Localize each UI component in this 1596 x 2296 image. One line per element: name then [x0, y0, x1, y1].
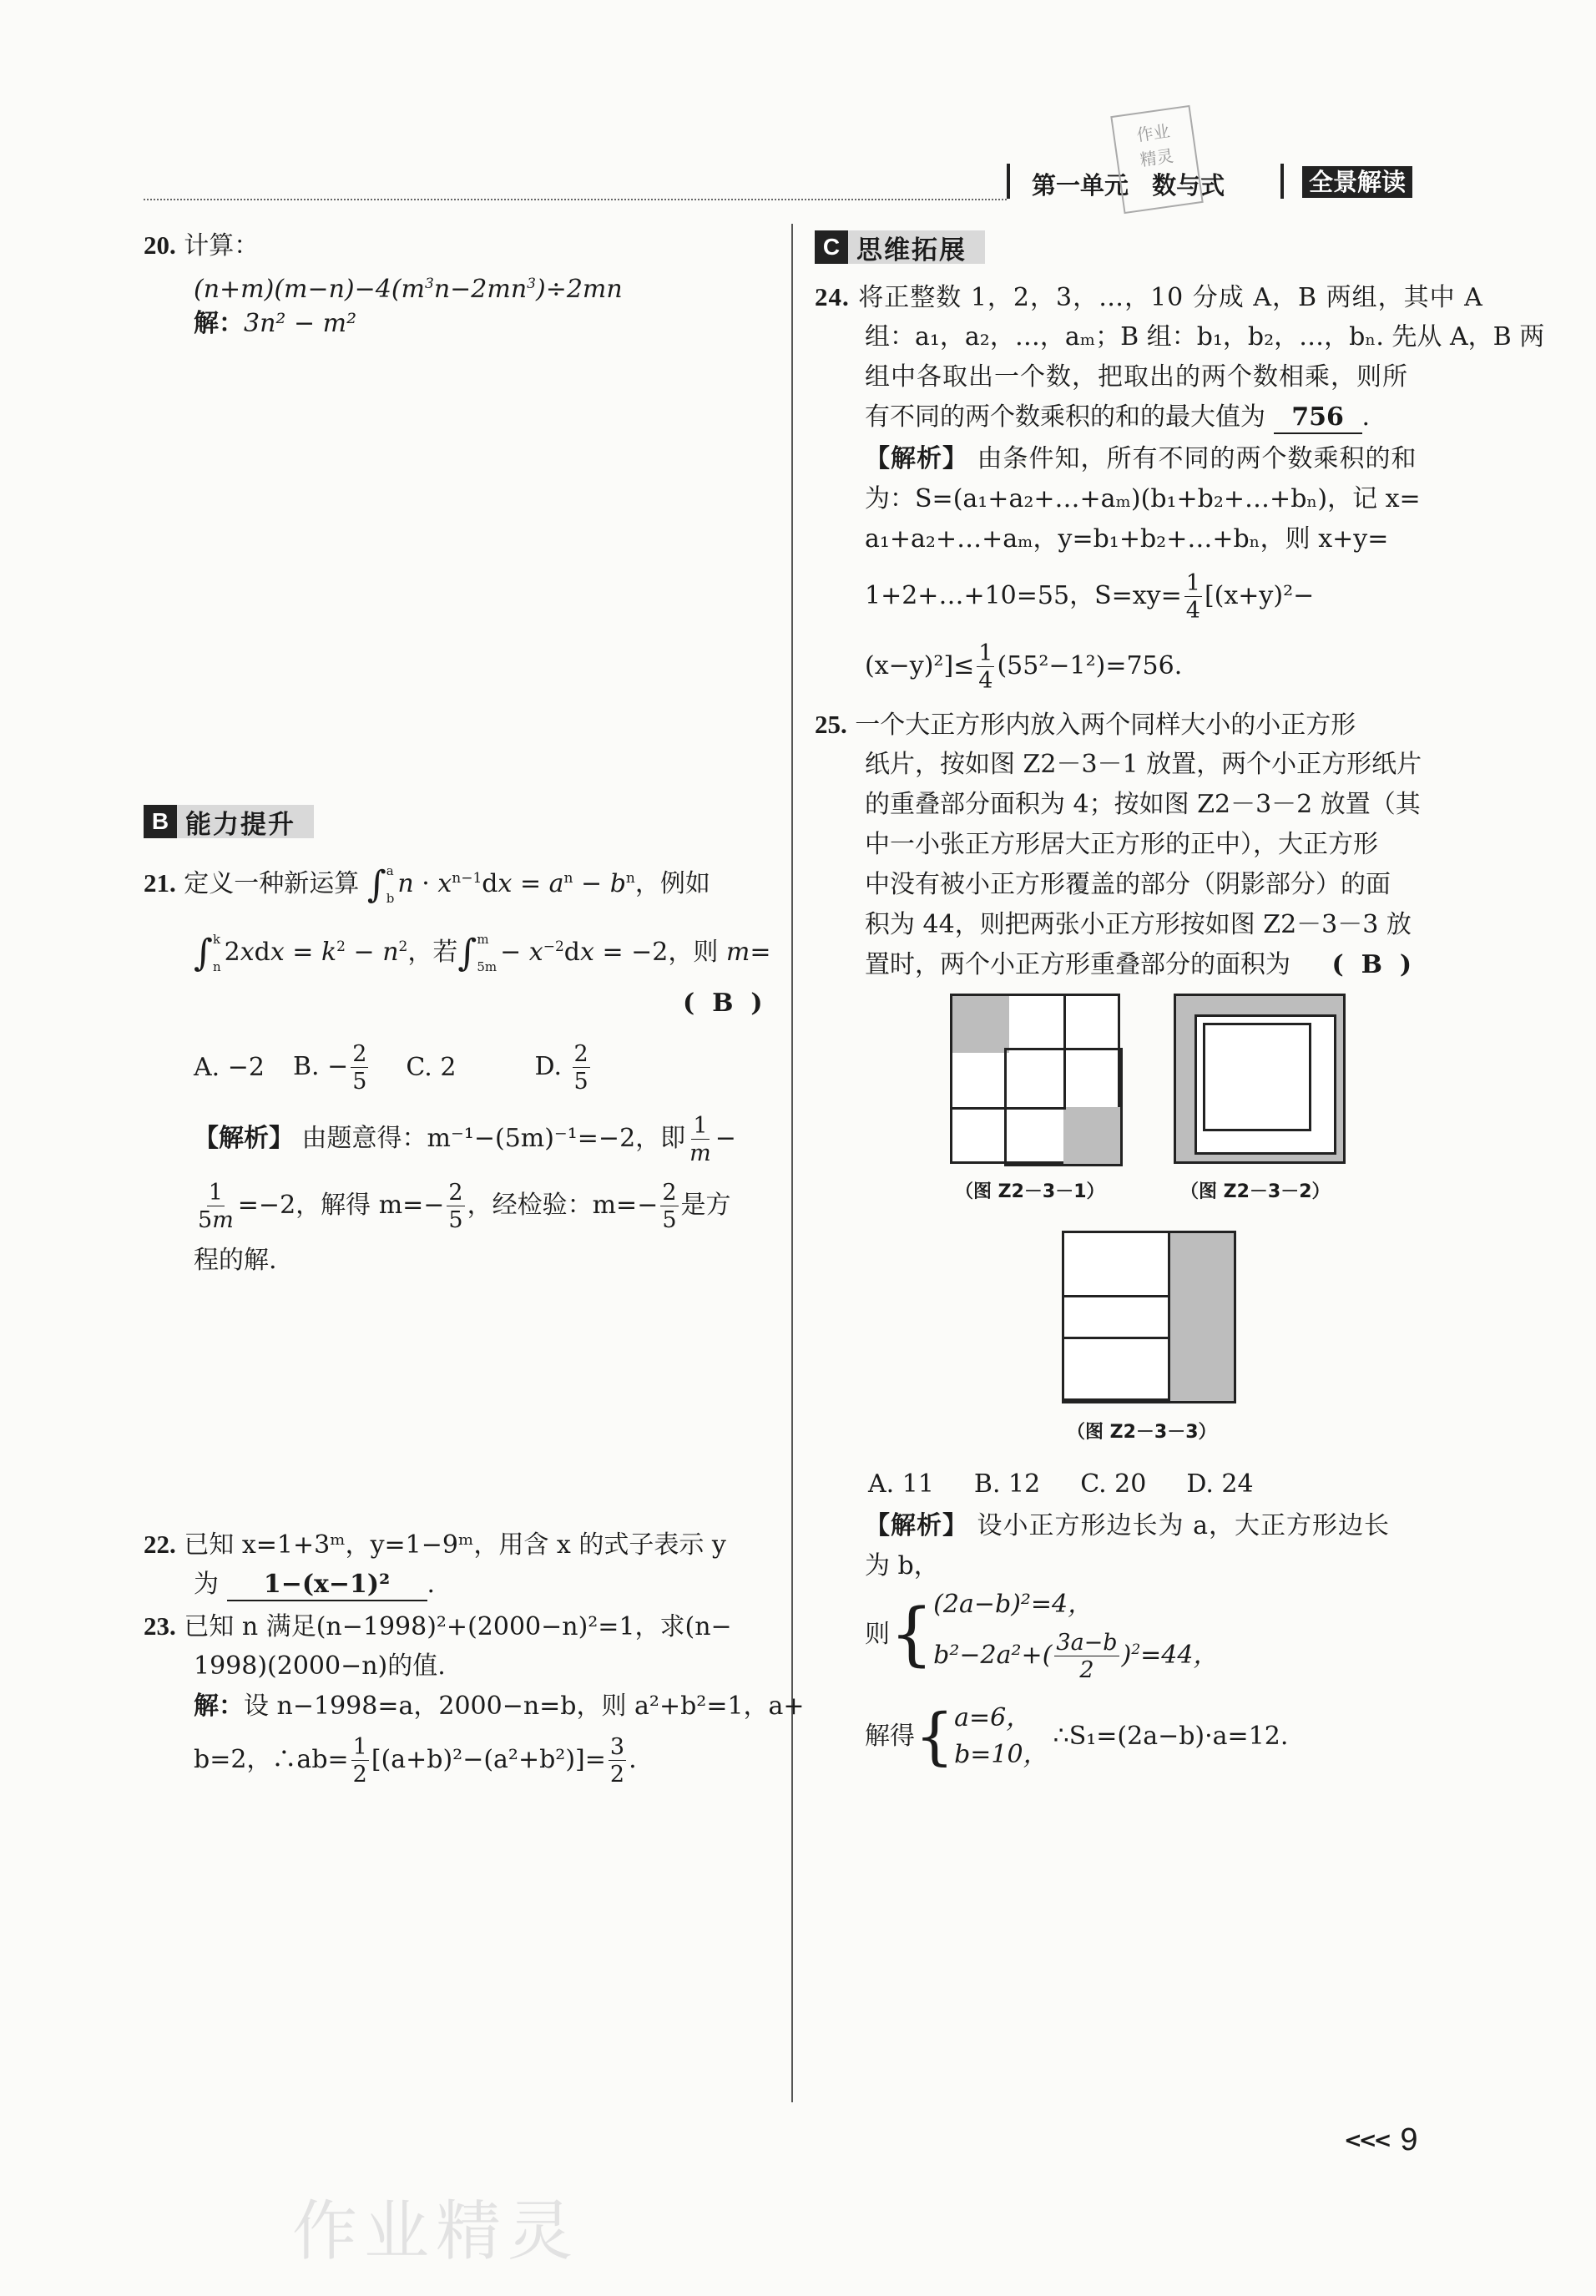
q20-answer: 3n² − m² — [244, 309, 357, 338]
fig1-small-square-b — [1004, 1048, 1123, 1166]
q25-option-a: A. 11 — [868, 1469, 934, 1499]
header-dotted-rule — [144, 199, 1007, 200]
section-c-title: 思维拓展 — [848, 230, 985, 264]
q22-text2: 为 — [194, 1570, 219, 1599]
q25-result: ∴S₁=(2a−b)·a=12. — [1053, 1722, 1289, 1751]
q21-text1b: 例如 — [659, 869, 710, 898]
fig3-caption-text: （图 Z2－3－3） — [1067, 1422, 1217, 1443]
q25-option-b: B. 12 — [973, 1469, 1041, 1499]
q24-analysis-5: (x−y)²]≤ $\frac{1}{4}$ (55²−1²)=756. — [865, 640, 1183, 694]
q25-system-equations: 则 { (2a−b)²=4， b²−2a²+( $\frac{3a-b}{2}$ )$^2$=44， — [865, 1586, 1218, 1682]
header-bar-left — [1007, 164, 1010, 199]
fig3-caption — [1067, 1418, 1217, 1444]
q25-option-c: C. 20 — [1080, 1469, 1147, 1499]
fig2-caption-text: （图 Z2－3－2） — [1180, 1181, 1331, 1202]
q25-text6: 积为 44，则把两张小正方形按如图 Z2－3－3 放 — [865, 910, 1412, 939]
header-badge — [1302, 164, 1412, 198]
integral-sign-2: ∫ — [194, 932, 213, 974]
q24-line3 — [865, 359, 1408, 396]
q25-line3 — [865, 786, 1421, 823]
fig3-shaded-right — [1168, 1231, 1236, 1403]
q20-prompt: 计算： — [184, 231, 260, 260]
fig3-small-square-bottom — [1062, 1337, 1170, 1403]
figure-z2-3-2 — [1174, 994, 1346, 1164]
q24-analysis-text3: a₁+a₂+…+aₘ，y=b₁+b₂+…+bₙ，则 x+y= — [865, 524, 1389, 554]
q21-text2c: 则 — [693, 938, 719, 967]
q25-analysis-1 — [865, 1508, 1390, 1545]
fig1-caption — [955, 1177, 1105, 1203]
stamp-line1: 作业 — [1135, 120, 1172, 145]
q22-line1 — [144, 1526, 726, 1564]
q21-line2: ∫ k n $2xdx = k^2 - n^2$，若∫ m 5m − $x^{-2}dx = -2$，则 m= — [194, 932, 771, 974]
q25-text7: 置时，两个小正方形重叠部分的面积为 — [865, 950, 1290, 979]
fig3-middle-line — [1062, 1295, 1170, 1339]
fig1-caption-text: （图 Z2－3－1） — [955, 1181, 1105, 1202]
brace-icon: { — [890, 1594, 934, 1674]
q24-analysis-text5a: (x−y)²]≤ — [865, 651, 975, 680]
q24-answer: 756 — [1274, 402, 1362, 434]
q25-eq2b: =44， — [1140, 1641, 1219, 1670]
q21-analysis-text2b: ，经检验：m=− — [467, 1191, 659, 1220]
q23-line1 — [144, 1608, 732, 1646]
q23-sol-text2a: b=2，∴ab= — [194, 1745, 349, 1774]
section-b-letter: B — [144, 805, 177, 838]
q22-text1: 已知 x=1+3ᵐ，y=1−9ᵐ，用含 x 的式子表示 y — [184, 1530, 726, 1560]
q20-expression: $(n+m)(m-n)-4(m^3n-2mn^3)\div 2mn$ — [194, 275, 623, 304]
q23-sol-1 — [194, 1688, 805, 1725]
watermark — [292, 2179, 579, 2273]
q24-end: . — [1361, 402, 1371, 432]
q25-eq1: (2a−b)²=4， — [933, 1590, 1093, 1619]
q21-option-d: D. $\frac{2}{5}$ — [534, 1041, 588, 1095]
figure-z2-3-3 — [1062, 1231, 1234, 1401]
q25-option-d: D. 24 — [1186, 1469, 1254, 1499]
q21-option-a: A. −2 — [194, 1052, 265, 1082]
q20-solution-label: 解： — [194, 309, 244, 338]
section-b-title: 能力提升 — [177, 805, 314, 838]
q21-number: 21. — [144, 868, 176, 898]
header-unit-text: 第一单元 — [1032, 171, 1129, 200]
stamp-logo — [1110, 105, 1203, 214]
q24-number: 24. — [815, 282, 850, 311]
q25-analysis-label: 【解析】 — [865, 1511, 968, 1540]
q24-analysis-text5b: (55²−1²)=756. — [997, 651, 1183, 680]
q22-answer: 1−(x−1)² — [227, 1570, 427, 1601]
section-b-header — [144, 803, 314, 840]
column-divider — [791, 224, 793, 2102]
q24-line1 — [815, 279, 1483, 316]
q25-analysis-2 — [865, 1548, 939, 1585]
figure-z2-3-1 — [950, 994, 1120, 1164]
q24-line2 — [865, 319, 1544, 356]
q21-analysis-text2a: =−2，解得 m=− — [237, 1191, 445, 1220]
q21-analysis-2: $\frac{1}{5m}$ =−2，解得 m=− $\frac{2}{5}$ ，经检验：m=− $\frac{2}{5}$ 是方 — [198, 1180, 731, 1233]
q24-analysis-3 — [865, 521, 1388, 558]
q23-text2: 1998)(2000−n)的值. — [194, 1651, 446, 1681]
q21-analysis-1: 【解析】 由题意得：m⁻¹−(5m)⁻¹=−2，即 $\frac{1}{m}$ − — [194, 1113, 736, 1166]
q25-line5 — [865, 867, 1391, 903]
page-arrows-icon: <<< — [1344, 2127, 1389, 2153]
q24-analysis-text1: 由条件知，所有不同的两个数乘积的和 — [977, 444, 1417, 473]
header-badge-text: 全景解读 — [1302, 166, 1412, 198]
section-c-header — [815, 229, 985, 266]
q23-sol-text2c: . — [629, 1745, 637, 1774]
q25-text1: 一个大正方形内放入两个同样大小的小正方形 — [855, 711, 1356, 740]
q25-res1: a=6， — [954, 1703, 1032, 1732]
fig3-small-square-top — [1062, 1231, 1170, 1297]
brace-icon: { — [915, 1701, 955, 1773]
q24-analysis-label: 【解析】 — [865, 444, 968, 473]
q21-analysis-text1: 由题意得：m⁻¹−(5m)⁻¹=−2，即 — [301, 1124, 686, 1153]
q25-line7 — [865, 947, 1412, 984]
q25-line4 — [865, 827, 1378, 863]
q21-choice: ( B ) — [683, 989, 763, 1018]
header-topic: 数与式 — [1152, 171, 1225, 200]
q21-option-c: C. 2 — [406, 1052, 457, 1082]
q21-choice-letter: B — [712, 989, 734, 1018]
q23-sol-2: b=2，∴ab= $\frac{1}{2}$ [(a+b)²−(a²+b²)]= $\frac{3}{2}$ . — [194, 1734, 637, 1788]
page-number: 9 — [1400, 2122, 1418, 2157]
q25-solve: 解得 — [865, 1722, 915, 1751]
q25-analysis-text2: 为 b， — [865, 1551, 939, 1580]
q24-analysis-1 — [865, 441, 1417, 478]
q21-analysis-3 — [194, 1242, 277, 1279]
q24-analysis-2 — [865, 481, 1421, 518]
q20-title — [144, 227, 259, 265]
q25-line6 — [865, 907, 1412, 943]
q24-analysis-4: 1+2+…+10=55，S=xy= $\frac{1}{4}$ [(x+y)²− — [865, 570, 1315, 624]
q21-options — [194, 1042, 593, 1093]
q21-text1: 定义一种新运算 — [184, 869, 360, 898]
q21-text2b: 若 — [432, 938, 458, 967]
q25-choice: ( B ) — [1331, 950, 1412, 979]
q21-analysis-text3: 程的解. — [194, 1246, 277, 1275]
q24-line4 — [865, 399, 1370, 436]
q20-solution — [194, 306, 356, 342]
fig2-caption — [1180, 1177, 1331, 1203]
section-c-letter: C — [815, 230, 848, 264]
q25-solution-system — [865, 1700, 1288, 1773]
q22-line2 — [194, 1566, 435, 1603]
q20-number: 20. — [144, 230, 176, 260]
q25-text5: 中没有被小正方形覆盖的部分（阴影部分）的面 — [865, 870, 1391, 899]
q25-res2: b=10， — [954, 1740, 1048, 1769]
integral-limits-2: k n — [212, 932, 221, 974]
q22-number: 22. — [144, 1530, 176, 1559]
q21-line1: 21. 定义一种新运算 ∫ a b $n \cdot x^{n-1}dx = a^n - b^n$，例如 — [144, 863, 710, 906]
page-footer — [1344, 2122, 1418, 2158]
q24-analysis-text2: 为：S=(a₁+a₂+…+aₘ)(b₁+b₂+…+bₙ)，记 x= — [865, 484, 1421, 513]
q25-number: 25. — [815, 710, 847, 739]
q23-text1: 已知 n 满足(n−1998)²+(2000−n)²=1，求(n− — [184, 1612, 732, 1641]
q25-line2 — [865, 746, 1422, 783]
q24-text4: 有不同的两个数乘积的和的最大值为 — [865, 402, 1265, 432]
q25-then: 则 — [865, 1619, 890, 1649]
q22-end: . — [427, 1570, 436, 1599]
integral-limits-3: m 5m — [477, 932, 497, 974]
q25-analysis-text1: 设小正方形边长为 a，大正方形边长 — [977, 1511, 1390, 1540]
q23-sol-text2b: [(a+b)²−(a²+b²)]= — [371, 1745, 606, 1774]
integral-sign-1: ∫ — [366, 863, 386, 906]
q24-analysis-text4a: 1+2+…+10=55，S=xy= — [865, 581, 1182, 610]
integral-sign-3: ∫ — [457, 932, 477, 974]
q24-text2: 组：a₁，a₂，…，aₘ；B 组：b₁，b₂，…，bₙ. 先从 A，B 两 — [865, 322, 1545, 351]
q23-sol-text1: 设 n−1998=a，2000−n=b，则 a²+b²=1，a+ — [244, 1692, 805, 1721]
watermark-text: 作业精灵 — [292, 2194, 580, 2269]
q21-option-b: B. − $\frac{2}{5}$ — [292, 1041, 367, 1095]
q24-analysis-text4b: [(x+y)²− — [1204, 581, 1315, 610]
q25-text2: 纸片，按如图 Z2－3－1 放置，两个小正方形纸片 — [865, 750, 1422, 779]
header-bar-right — [1280, 164, 1284, 199]
q25-text3: 的重叠部分面积为 4；按如图 Z2－3－2 放置（其 — [865, 790, 1421, 819]
q21-analysis-text2c: 是方 — [680, 1191, 731, 1220]
q25-choice-letter: B — [1361, 950, 1382, 979]
stamp-line2: 精灵 — [1139, 145, 1175, 170]
q24-text1: 将正整数 1，2，3，…，10 分成 A，B 两组，其中 A — [858, 283, 1483, 312]
q23-sol-label: 解： — [194, 1692, 244, 1721]
q25-text4: 中一小张正方形居大正方形的正中），大正方形 — [865, 830, 1378, 859]
q25-eq2a: b²−2a²+ — [933, 1641, 1043, 1670]
q23-line2 — [194, 1648, 446, 1685]
fig2-small-square-b — [1203, 1023, 1311, 1131]
q25-options — [868, 1466, 1254, 1503]
q23-number: 23. — [144, 1611, 176, 1641]
q25-line1 — [815, 706, 1356, 744]
q24-text3: 组中各取出一个数，把取出的两个数相乘，则所 — [865, 362, 1408, 392]
q21-analysis-label: 【解析】 — [194, 1124, 294, 1153]
integral-limits-1: a b — [386, 863, 395, 906]
